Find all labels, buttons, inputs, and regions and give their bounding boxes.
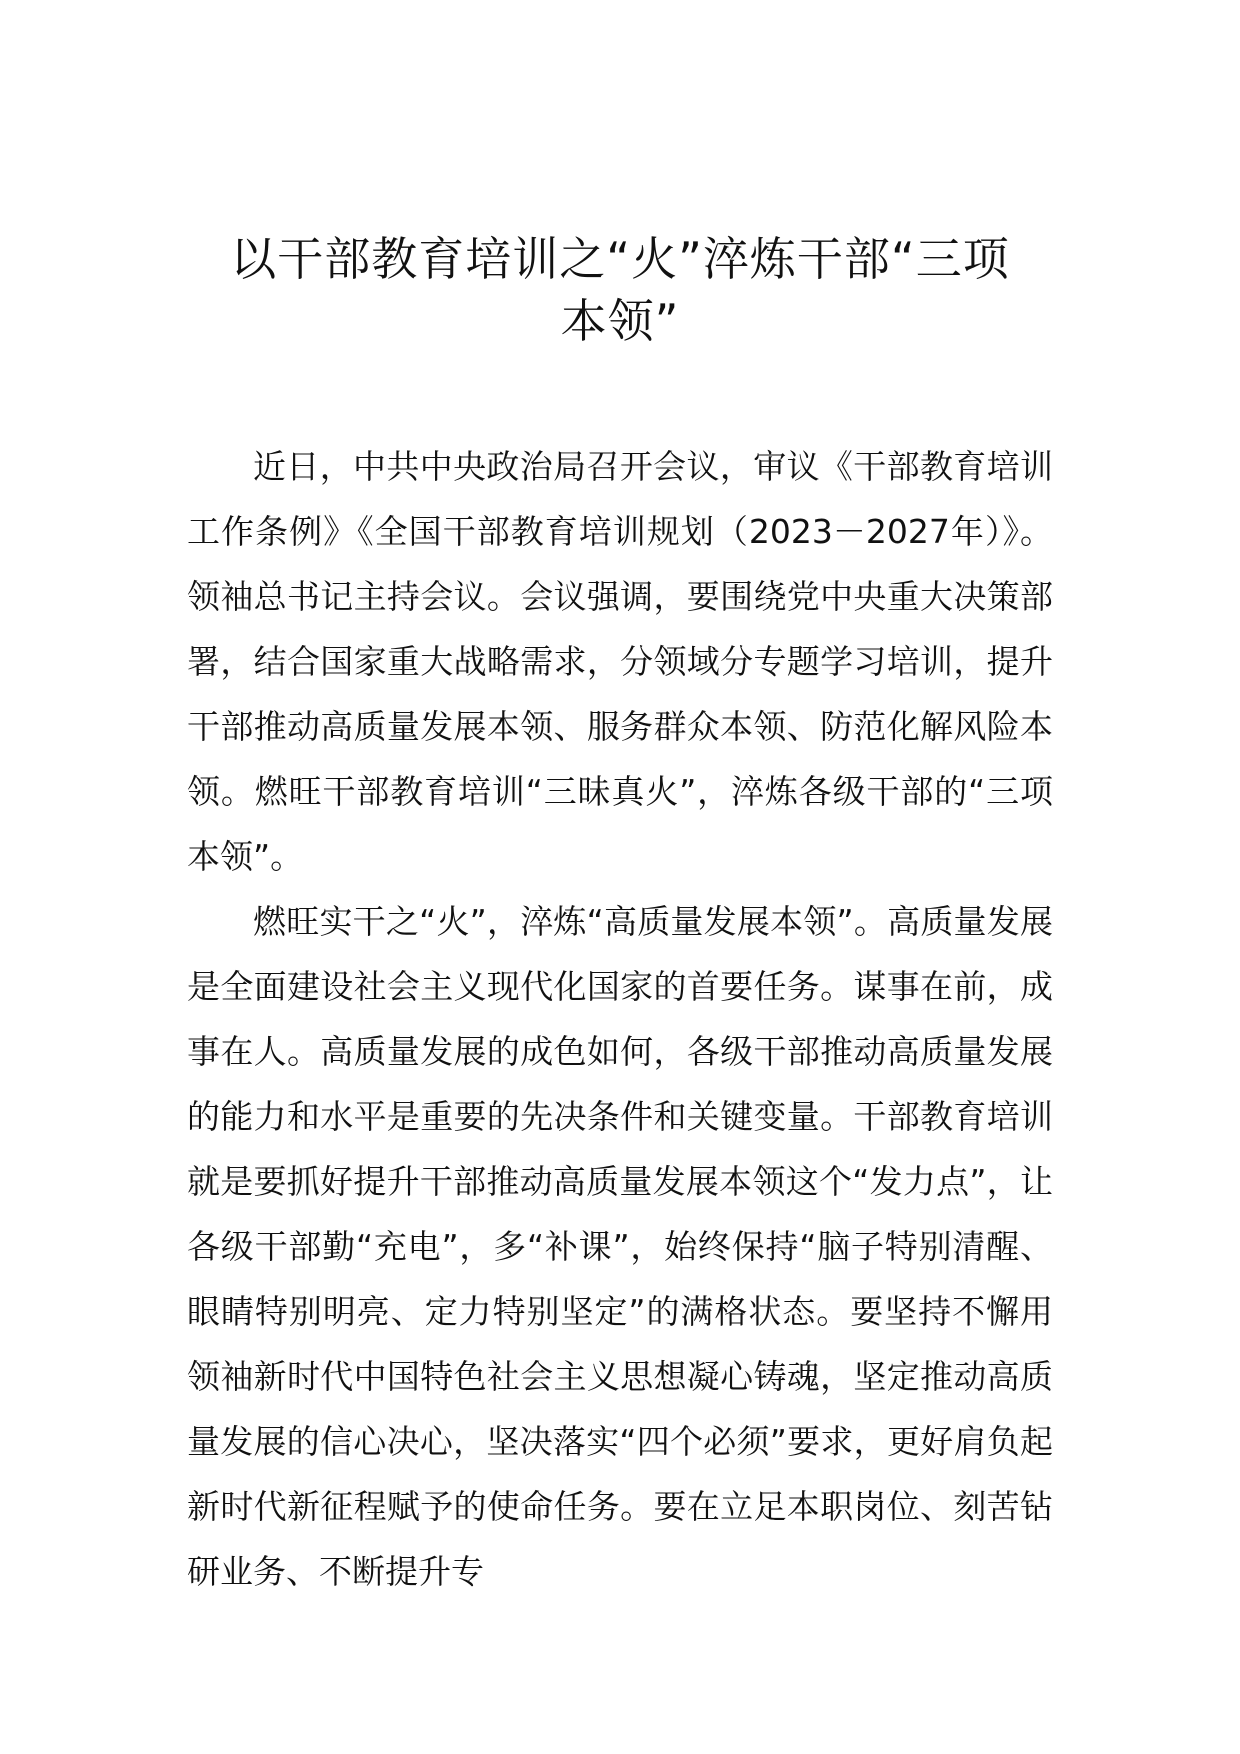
paragraph-intro: 近日，中共中央政治局召开会议，审议《干部教育培训工作条例》《全国干部教育培训规划（2023－2027年）》。领袖总书记主持会议。会议强调，要围绕党中央重大决策部署，结合国家重大战略需求，分领域分专题学习培训，提升干部推动高质量发展本领、服务群众本领、防范化解风险本领。燃旺干部教育培训“三昧真火”，淬炼各级干部的“三项本领”。 xyxy=(187,447,1053,876)
document-body xyxy=(187,434,1053,1604)
paragraph-high-quality-development: 燃旺实干之“火”，淬炼“高质量发展本领”。高质量发展是全面建设社会主义现代化国家的首要任务。谋事在前，成事在人。高质量发展的成色如何，各级干部推动高质量发展的能力和水平是重要的先决条件和关键变量。干部教育培训就是要抓好提升干部推动高质量发展本领这个“发力点”，让各级干部勤“充电”，多“补课”，始终保持“脑子特别清醒、眼睛特别明亮、定力特别坚定”的满格状态。要坚持不懈用领袖新时代中国特色社会主义思想凝心铸魂，坚定推动高质量发展的信心决心，坚决落实“四个必须”要求，更好肩负起新时代新征程赋予的使命任务。要在立足本职岗位、刻苦钻研业务、不断提升专 xyxy=(187,902,1053,1591)
title-line-1: 以干部教育培训之“火”淬炼干部“三项 xyxy=(230,232,1010,286)
title-line-2: 本领” xyxy=(560,294,680,348)
document-title xyxy=(150,228,1090,352)
